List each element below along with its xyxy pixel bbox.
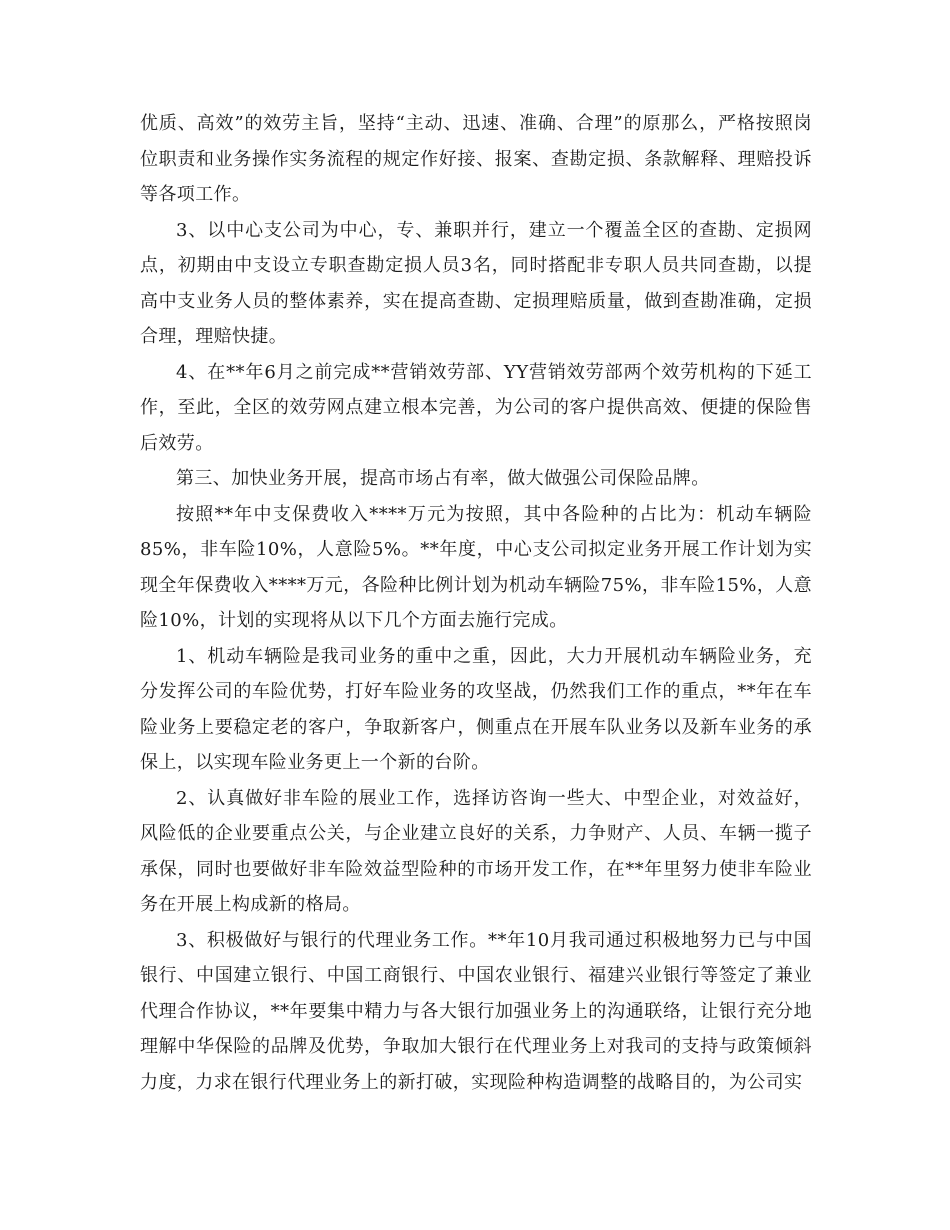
document-body [140,106,812,1100]
paragraph-4-heading: 第三、加快业务开展，提高市场占有率，做大做强公司保险品牌。 [176,468,710,489]
paragraph-8: 3、积极做好与银行的代理业务工作。**年10月我司通过积极地努力已与中国银行、中国建立银行、中国工商银行、中国农业银行、福建兴业银行等签定了兼业代理合作协议，**年要集中精力与各大银行加强业务上的沟通联络，让银行充分地理解中华保险的品牌及优势，争取加大银行在代理业务上对我司的支持与政策倾斜力度，力求在银行代理业务上的新打破，实现险种构造调整的战略目的，为公司实 [140,929,812,1093]
paragraph-5: 按照**年中支保费收入****万元为按照，其中各险种的占比为：机动车辆险85%，非车险10%，人意险5%。**年度，中心支公司拟定业务开展工作计划为实现全年保费收入****万元，各险种比例计划为机动车辆险75%，非车险15%，人意险10%，计划的实现将从以下几个方面去施行完成。 [140,503,813,631]
paragraph-7: 2、认真做好非车险的展业工作，选择访咨询一些大、中型企业，对效益好，风险低的企业要重点公关，与企业建立良好的关系，力争财产、人员、车辆一揽子承保，同时也要做好非车险效益型险种的市场开发工作，在**年里努力使非车险业务在开展上构成新的格局。 [140,787,812,915]
paragraph-2: 3、以中心支公司为中心，专、兼职并行，建立一个覆盖全区的查勘、定损网点，初期由中支设立专职查勘定损人员3名，同时搭配非专职人员共同查勘，以提高中支业务人员的整体素养，实在提高查勘、定损理赔质量，做到查勘准确，定损合理，理赔快捷。 [140,219,812,347]
paragraph-6: 1、机动车辆险是我司业务的重中之重，因此，大力开展机动车辆险业务，充分发挥公司的车险优势，打好车险业务的攻坚战，仍然我们工作的重点，**年在车险业务上要稳定老的客户，争取新客户，侧重点在开展车队业务以及新车业务的承保上，以实现车险业务更上一个新的台阶。 [140,645,812,773]
paragraph-3: 4、在**年6月之前完成**营销效劳部、YY营销效劳部两个效劳机构的下延工作，至此，全区的效劳网点建立根本完善，为公司的客户提供高效、便捷的保险售后效劳。 [140,361,812,454]
paragraph-1: 优质、高效”的效劳主旨，坚持“主动、迅速、准确、合理”的原那么，严格按照岗位职责和业务操作实务流程的规定作好接、报案、查勘定损、条款解释、理赔投诉等各项工作。 [140,113,812,205]
